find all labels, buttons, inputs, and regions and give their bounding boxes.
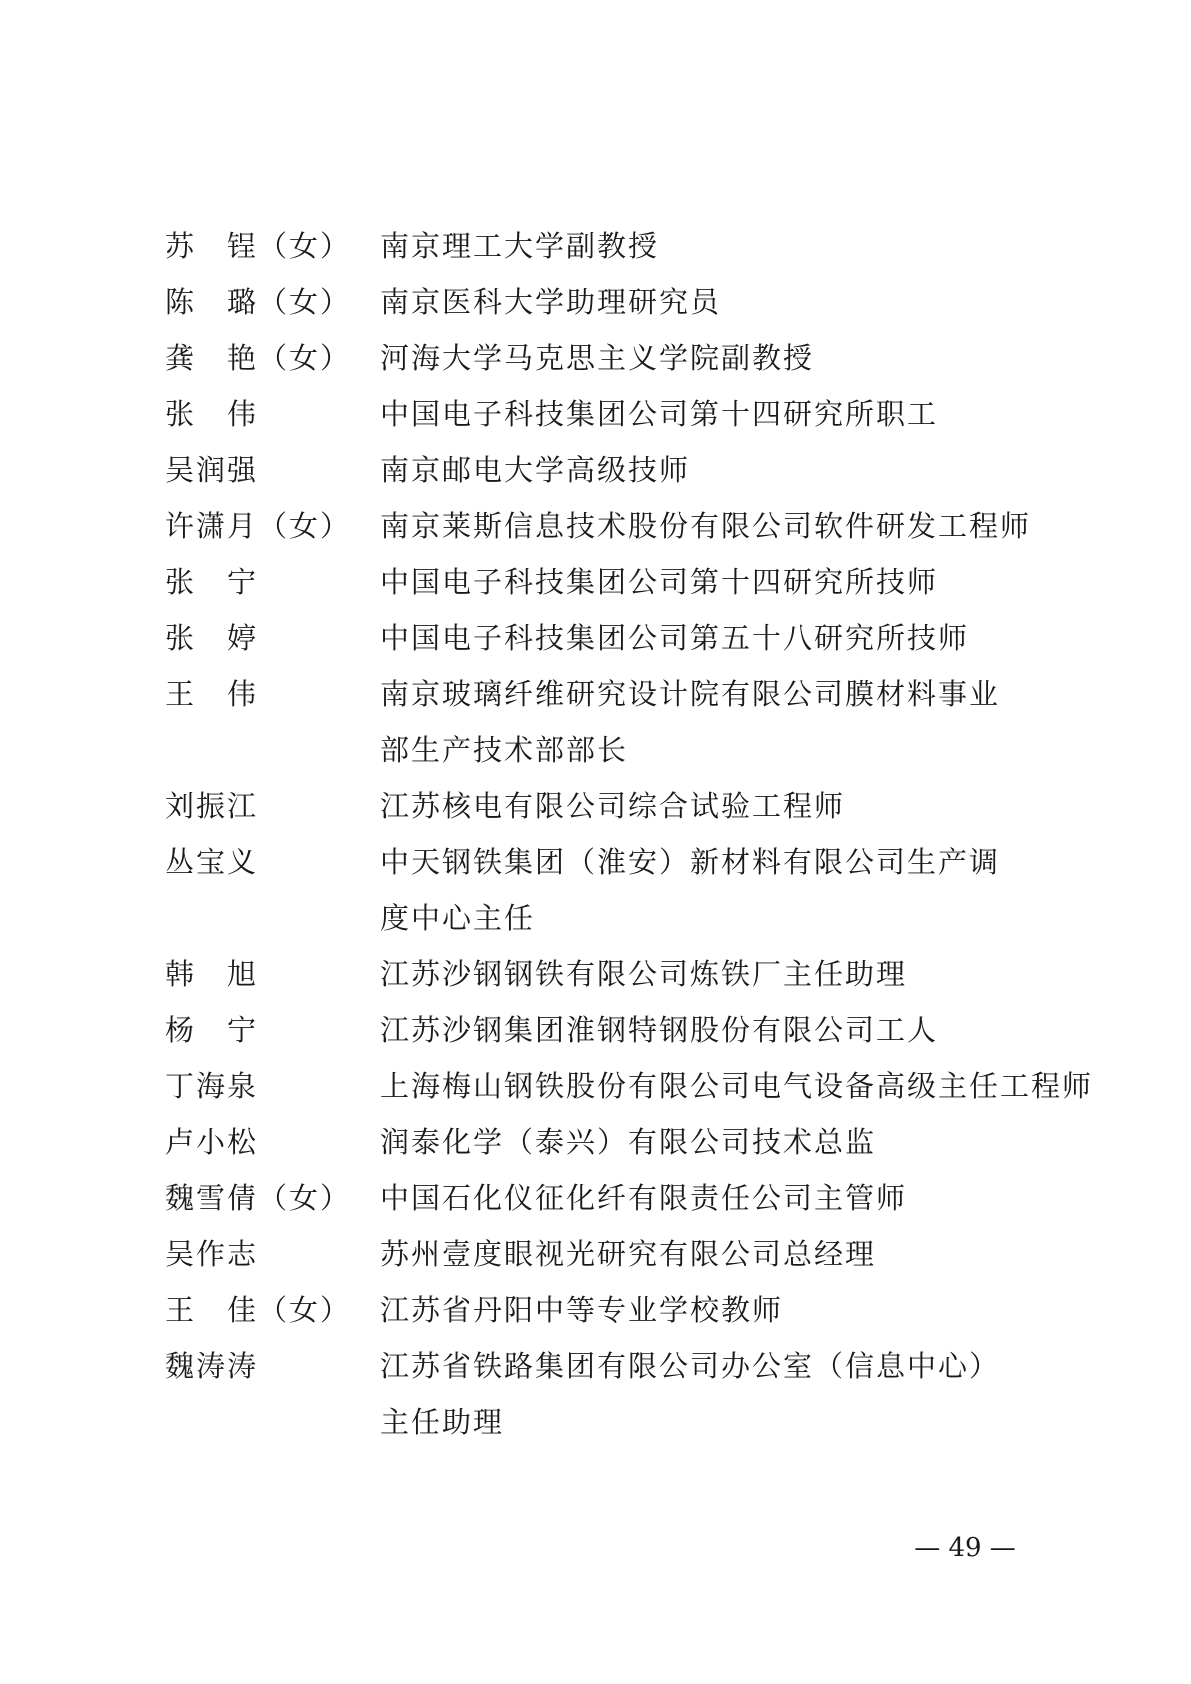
honoree-organization (380, 610, 1045, 666)
honoree-organization (380, 1114, 1045, 1170)
honoree-name: 吴作志 (165, 1237, 259, 1271)
honoree-name: 刘振江 (165, 789, 259, 823)
honoree-entry (165, 386, 1045, 442)
organization-line: 江苏核电有限公司综合试验工程师 (380, 789, 846, 823)
honoree-name: 魏雪倩（女） (165, 1181, 352, 1215)
honoree-name: 丁海泉 (165, 1069, 259, 1103)
honoree-organization (380, 1058, 1093, 1114)
honoree-name: 许潇月（女） (165, 509, 352, 543)
honoree-name: 杨 宁 (165, 1013, 259, 1047)
organization-line: 上海梅山钢铁股份有限公司电气设备高级主任工程师 (380, 1069, 1094, 1103)
honoree-organization (380, 946, 1045, 1002)
honoree-entry (165, 1114, 1045, 1170)
honoree-organization (380, 1170, 1045, 1226)
honoree-entry (165, 1170, 1045, 1226)
organization-line: 润泰化学（泰兴）有限公司技术总监 (380, 1125, 877, 1159)
honoree-entry (165, 834, 1045, 946)
honoree-name: 龚 艳（女） (165, 341, 352, 375)
honoree-entry (165, 1058, 1094, 1114)
honoree-entry (165, 666, 1045, 778)
honoree-name: 陈 璐（女） (165, 285, 352, 319)
honoree-entry (165, 554, 1045, 610)
honoree-organization (380, 1226, 1045, 1282)
honoree-name: 卢小松 (165, 1125, 259, 1159)
honoree-organization (380, 386, 1045, 442)
organization-line: 部生产技术部部长 (380, 733, 629, 767)
honoree-organization (380, 218, 1045, 274)
organization-line: 南京玻璃纤维研究设计院有限公司膜材料事业 (380, 677, 1001, 711)
honoree-entry (165, 1226, 1045, 1282)
honoree-name: 韩 旭 (165, 957, 259, 991)
honoree-name: 张 婷 (165, 621, 259, 655)
organization-line: 中国电子科技集团公司第五十八研究所技师 (380, 621, 970, 655)
organization-line: 南京医科大学助理研究员 (380, 285, 722, 319)
organization-line: 南京莱斯信息技术股份有限公司软件研发工程师 (380, 509, 1032, 543)
organization-line: 中天钢铁集团（淮安）新材料有限公司生产调 (380, 845, 1001, 879)
honoree-entry (165, 778, 1045, 834)
organization-line: 江苏省铁路集团有限公司办公室（信息中心） (380, 1349, 1001, 1383)
honoree-list (165, 218, 1094, 1450)
honoree-entry (165, 442, 1045, 498)
organization-line: 中国石化仪征化纤有限责任公司主管师 (380, 1181, 908, 1215)
honoree-name: 苏 锃（女） (165, 229, 352, 263)
honoree-entry (165, 330, 1045, 386)
honoree-name: 魏涛涛 (165, 1349, 259, 1383)
organization-line: 南京理工大学副教授 (380, 229, 660, 263)
organization-line: 河海大学马克思主义学院副教授 (380, 341, 815, 375)
honoree-organization (380, 442, 1045, 498)
honoree-name: 王 伟 (165, 677, 259, 711)
honoree-organization (380, 1002, 1045, 1058)
organization-line: 苏州壹度眼视光研究有限公司总经理 (380, 1237, 877, 1271)
honoree-name: 王 佳（女） (165, 1293, 352, 1327)
organization-line: 中国电子科技集团公司第十四研究所职工 (380, 397, 939, 431)
honoree-name: 张 伟 (165, 397, 259, 431)
honoree-entry (165, 1338, 1045, 1450)
honoree-name: 丛宝义 (165, 845, 259, 879)
honoree-entry (165, 1282, 1045, 1338)
honoree-entry (165, 946, 1045, 1002)
honoree-name: 吴润强 (165, 453, 259, 487)
honoree-entry (165, 610, 1045, 666)
honoree-organization (380, 274, 1045, 330)
organization-line: 度中心主任 (380, 901, 536, 935)
honoree-entry (165, 1002, 1045, 1058)
honoree-name: 张 宁 (165, 565, 259, 599)
page-number: — 49 — (914, 1533, 1016, 1563)
organization-line: 江苏沙钢集团淮钢特钢股份有限公司工人 (380, 1013, 939, 1047)
organization-line: 江苏省丹阳中等专业学校教师 (380, 1293, 784, 1327)
honoree-entry (165, 498, 1045, 554)
honoree-organization (380, 1282, 1045, 1338)
organization-line: 江苏沙钢钢铁有限公司炼铁厂主任助理 (380, 957, 908, 991)
honoree-organization (380, 330, 1045, 386)
honoree-organization (380, 498, 1045, 554)
honoree-entry (165, 218, 1045, 274)
organization-line: 主任助理 (380, 1405, 505, 1439)
honoree-organization (380, 834, 1045, 946)
honoree-organization (380, 554, 1045, 610)
organization-line: 中国电子科技集团公司第十四研究所技师 (380, 565, 939, 599)
honoree-organization (380, 666, 1045, 778)
organization-line: 南京邮电大学高级技师 (380, 453, 691, 487)
honoree-entry (165, 274, 1045, 330)
honoree-organization (380, 1338, 1045, 1450)
honoree-organization (380, 778, 1045, 834)
